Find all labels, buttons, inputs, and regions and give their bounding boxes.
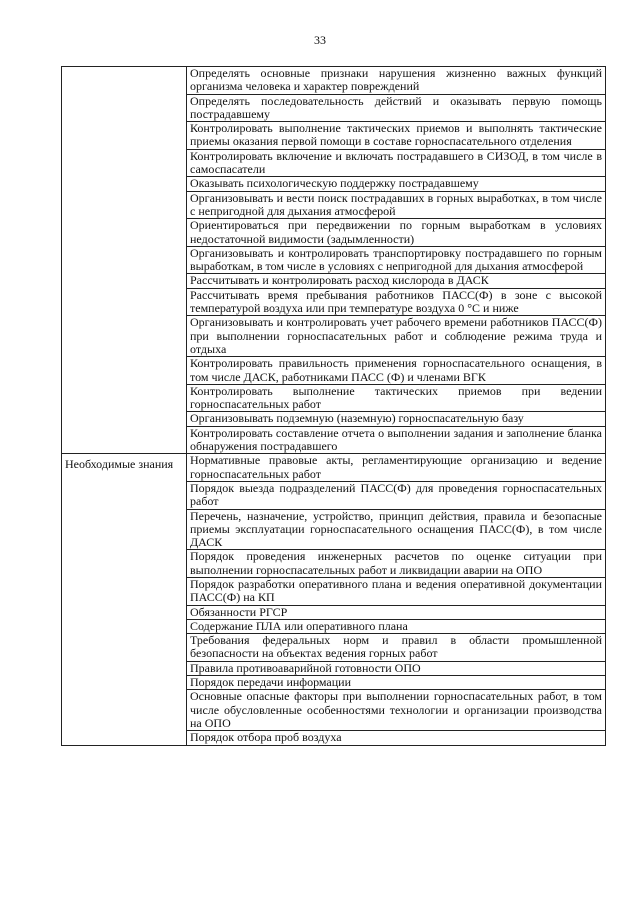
table-row <box>62 67 606 95</box>
item-cell: Рассчитывать и контролировать расход кислорода в ДАСК <box>187 274 606 288</box>
item-cell: Организовывать и контролировать учет рабочего времени работников ПАСС(Ф) при выполнении горноспасательных работ и соблюдение режима труда и отдыха <box>187 316 606 357</box>
item-cell: Организовывать и вести поиск пострадавших в горных выработках, в том числе с непригодной для дыхания атмосферой <box>187 191 606 219</box>
table-body <box>62 67 606 746</box>
item-cell: Порядок передачи информации <box>187 676 606 690</box>
item-cell: Порядок выезда подразделений ПАСС(Ф) для проведения горноспасательных работ <box>187 481 606 509</box>
item-cell: Перечень, назначение, устройство, принцип действия, правила и безопасные приемы эксплуатации горноспасательного оснащения ПАСС(Ф), в том числе ДАСК <box>187 509 606 550</box>
item-cell: Нормативные правовые акты, регламентирующие организацию и ведение горноспасательных работ <box>187 454 606 482</box>
item-cell: Определять основные признаки нарушения жизненно важных функций организма человека и характер повреждений <box>187 67 606 95</box>
item-cell: Порядок разработки оперативного плана и ведения оперативной документации ПАСС(Ф) на КП <box>187 577 606 605</box>
item-cell: Контролировать выполнение тактических приемов при ведении горноспасательных работ <box>187 384 606 412</box>
item-cell: Контролировать выполнение тактических приемов и выполнять тактические приемы оказания первой помощи в составе горноспасательного отделения <box>187 122 606 150</box>
item-cell: Содержание ПЛА или оперативного плана <box>187 619 606 633</box>
item-cell: Контролировать правильность применения горноспасательного оснащения, в том числе ДАСК, работниками ПАСС (Ф) и членами ВГК <box>187 357 606 385</box>
item-cell: Основные опасные факторы при выполнении горноспасательных работ, в том числе обусловленные особенностями технологии и организации производства на ОПО <box>187 690 606 731</box>
category-cell <box>62 67 187 454</box>
item-cell: Определять последовательность действий и оказывать первую помощь пострадавшему <box>187 94 606 122</box>
item-cell: Обязанности РГСР <box>187 605 606 619</box>
item-cell: Оказывать психологическую поддержку пострадавшему <box>187 177 606 191</box>
item-cell: Требования федеральных норм и правил в области промышленной безопасности на объектах ведения горных работ <box>187 634 606 662</box>
item-cell: Ориентироваться при передвижении по горным выработкам в условиях недостаточной видимости (задымленности) <box>187 219 606 247</box>
item-cell: Рассчитывать время пребывания работников ПАСС(Ф) в зоне с высокой температурой воздуха или при температуре воздуха 0 °С и ниже <box>187 288 606 316</box>
page-number: 33 <box>314 33 326 47</box>
item-cell: Правила противоаварийной готовности ОПО <box>187 661 606 675</box>
category-cell: Необходимые знания <box>62 454 187 745</box>
competency-table <box>61 66 606 746</box>
item-cell: Порядок проведения инженерных расчетов по оценке ситуации при выполнении горноспасательных работ и ликвидации аварии на ОПО <box>187 550 606 578</box>
item-cell: Организовывать и контролировать транспортировку пострадавшего по горным выработкам, в том числе в условиях с непригодной для дыхания атмосферой <box>187 246 606 274</box>
item-cell: Контролировать составление отчета о выполнении задания и заполнение бланка обнаружения пострадавшего <box>187 426 606 454</box>
table-row <box>62 454 606 482</box>
item-cell: Организовывать подземную (наземную) горноспасательную базу <box>187 412 606 426</box>
item-cell: Контролировать включение и включать пострадавшего в СИЗОД, в том числе в самоспасатели <box>187 149 606 177</box>
item-cell: Порядок отбора проб воздуха <box>187 731 606 745</box>
